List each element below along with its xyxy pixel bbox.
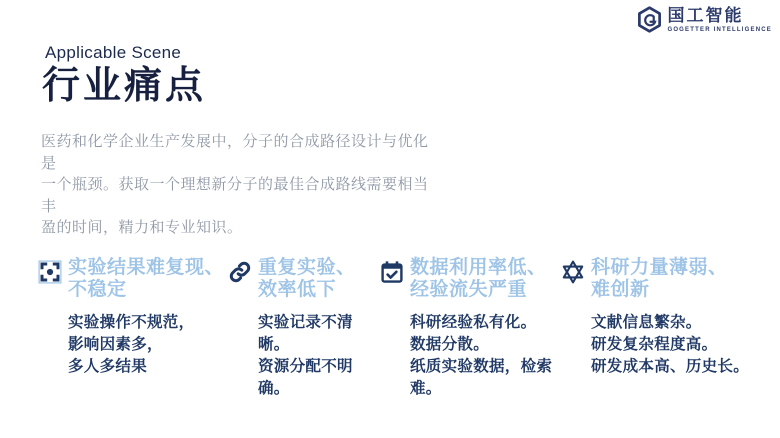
chain-link-icon xyxy=(228,260,252,284)
pain-point-detail: 研发复杂程度高。 xyxy=(591,336,718,353)
pain-point-detail: 实验记录不清晰。 xyxy=(258,314,353,353)
intro-paragraph xyxy=(41,132,441,240)
pain-point-column-3 xyxy=(380,257,561,400)
calendar-check-icon xyxy=(380,260,404,284)
pain-point-column-2 xyxy=(228,257,380,400)
pain-point-detail: 多人多结果 xyxy=(68,358,148,375)
star-of-david-icon xyxy=(561,260,585,284)
pain-point-heading-line: 经验流失严重 xyxy=(410,278,528,300)
pain-point-detail: 科研经验私有化。 xyxy=(410,314,537,331)
pain-point-detail: 数据分散。 xyxy=(410,336,490,353)
page-title: 行业痛点 xyxy=(42,65,207,107)
pain-point-heading-line: 实验结果难复现、 xyxy=(68,257,225,278)
pain-point-column-1 xyxy=(38,257,228,400)
logo-caption: GOGETTER INTELLIGENCE xyxy=(667,27,772,33)
pain-point-heading-line: 效率低下 xyxy=(258,278,337,300)
logo-name: 国工智能 xyxy=(667,6,744,25)
pain-point-detail: 影响因素多， xyxy=(68,336,163,353)
pain-point-heading-line: 不稳定 xyxy=(68,278,127,300)
pain-point-detail: 纸质实验数据，检索难。 xyxy=(410,358,553,397)
company-logo xyxy=(636,6,772,34)
pain-point-detail: 文献信息繁杂。 xyxy=(591,314,702,331)
pain-point-detail: 研发成本高、历史长。 xyxy=(591,358,750,375)
intro-line: 一个瓶颈。获取一个理想新分子的最佳合成路线需要相当丰 xyxy=(41,177,429,215)
focus-scan-icon xyxy=(38,260,62,284)
pain-point-heading-line: 科研力量薄弱、 xyxy=(591,257,728,278)
hexagon-logo-icon xyxy=(636,6,663,33)
pain-points-row xyxy=(38,257,774,400)
pain-point-detail: 资源分配不明确。 xyxy=(258,358,353,397)
pain-point-heading-line: 数据利用率低、 xyxy=(410,257,547,278)
pain-point-heading-line: 重复实验、 xyxy=(258,257,356,278)
pain-point-column-4 xyxy=(561,257,774,400)
eyebrow-subtitle: Applicable Scene xyxy=(45,43,182,62)
pain-point-detail: 实验操作不规范， xyxy=(68,314,195,331)
pain-point-heading-line: 难创新 xyxy=(591,278,650,300)
intro-line: 盈的时间，精力和专业知识。 xyxy=(41,220,243,236)
intro-line: 医药和化学企业生产发展中，分子的合成路径设计与优化是 xyxy=(41,134,429,172)
